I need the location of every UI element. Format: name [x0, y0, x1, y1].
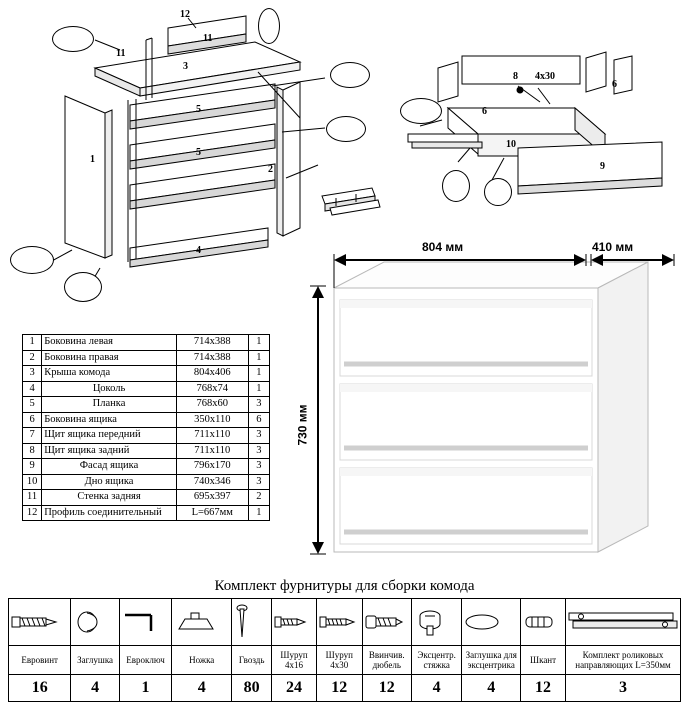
part-quantity: 1 [248, 335, 269, 351]
table-row [23, 397, 270, 413]
part-number: 11 [23, 490, 42, 506]
part-label-12: 12 [180, 9, 190, 20]
part-dimension: 768х60 [176, 397, 248, 413]
callout-circle-foot-bottom [64, 272, 102, 302]
hardware-table [8, 598, 681, 702]
part-dimension: 711х110 [176, 428, 248, 444]
hardware-cell-screw-4x16 [272, 599, 317, 646]
part-name: Щит ящика передний [42, 428, 177, 444]
table-row [23, 490, 270, 506]
part-label-5-top: 5 [196, 104, 201, 115]
dimension-height: 730 мм [295, 404, 310, 446]
hardware-kit-title: Комплект фурнитуры для сборки комода [214, 578, 475, 594]
part-name: Дно ящика [42, 474, 177, 490]
cam-lock-icon [413, 607, 461, 637]
hardware-count: 3 [566, 675, 681, 702]
part-number: 9 [23, 459, 42, 475]
part-quantity: 3 [248, 428, 269, 444]
hardware-name: Комплект роликовых направляющих L=350мм [566, 646, 681, 675]
table-row [23, 428, 270, 444]
part-quantity: 3 [248, 397, 269, 413]
chest-of-drawers-drawing [300, 240, 689, 570]
part-label-11-right: 11 [203, 33, 213, 44]
dimension-width: 804 мм [422, 240, 464, 254]
part-label-1: 1 [90, 154, 95, 165]
part-name: Фасад ящика [42, 459, 177, 475]
screw-in-dowel-icon [364, 611, 410, 633]
hardware-cell-nail [232, 599, 272, 646]
hardware-count: 4 [411, 675, 462, 702]
part-number: 10 [23, 474, 42, 490]
hardware-cell-screw-4x30 [316, 599, 362, 646]
hardware-count: 1 [119, 675, 171, 702]
part-label-4: 4 [196, 245, 201, 256]
screw-4x30-icon [318, 611, 361, 633]
part-dimension: 695х397 [176, 490, 248, 506]
table-row [23, 474, 270, 490]
part-quantity: 3 [248, 459, 269, 475]
dowel-icon [522, 612, 564, 632]
drawer-label-6-right: 6 [612, 79, 617, 90]
hardware-cell-cap [71, 599, 119, 646]
part-dimension: 714х388 [176, 335, 248, 351]
part-dimension: L=667мм [176, 505, 248, 521]
part-name: Боковина ящика [42, 412, 177, 428]
part-label-5-mid: 5 [196, 147, 201, 158]
part-quantity: 1 [248, 505, 269, 521]
hardware-count: 12 [316, 675, 362, 702]
hardware-name: Ножка [172, 646, 232, 675]
table-row [23, 459, 270, 475]
hardware-name: Ввинчив. дюбель [362, 646, 411, 675]
part-name: Цоколь [42, 381, 177, 397]
part-dimension: 711х110 [176, 443, 248, 459]
part-number: 4 [23, 381, 42, 397]
hardware-icons-row [9, 599, 681, 646]
part-quantity: 1 [248, 350, 269, 366]
part-label-3: 3 [183, 61, 188, 72]
part-name: Боковина левая [42, 335, 177, 351]
hardware-name: Евроключ [119, 646, 171, 675]
parts-table-body [23, 335, 270, 521]
part-dimension: 804х406 [176, 366, 248, 382]
part-number: 2 [23, 350, 42, 366]
hardware-names-row [9, 646, 681, 675]
cap-icon [72, 610, 117, 634]
table-row [23, 505, 270, 521]
part-number: 8 [23, 443, 42, 459]
slide-rail-icon [567, 609, 679, 635]
hardware-name: Заглушка [71, 646, 119, 675]
hardware-counts-row [9, 675, 681, 702]
part-number: 3 [23, 366, 42, 382]
hardware-cell-euro-key [119, 599, 171, 646]
drawer-label-4x30: 4x30 [535, 71, 555, 82]
hardware-cell-cam-lock [411, 599, 462, 646]
hardware-count: 4 [172, 675, 232, 702]
hardware-cell-dowel [521, 599, 566, 646]
drawer-label-8: 8 [513, 71, 518, 82]
exploded-drawer-diagram [400, 30, 689, 220]
part-name: Профиль соединительный [42, 505, 177, 521]
table-row [23, 443, 270, 459]
part-quantity: 6 [248, 412, 269, 428]
part-label-2: 2 [268, 164, 273, 175]
product-dimension-view [295, 240, 689, 570]
part-name: Стенка задняя [42, 490, 177, 506]
cam-cover-icon [463, 612, 519, 632]
part-dimension: 350х110 [176, 412, 248, 428]
dimension-depth: 410 мм [592, 240, 634, 254]
drawer-label-6-left: 6 [482, 106, 487, 117]
hardware-count: 24 [272, 675, 317, 702]
part-quantity: 1 [248, 381, 269, 397]
nail-icon [233, 603, 270, 641]
table-row [23, 335, 270, 351]
part-name: Крыша комода [42, 366, 177, 382]
callout-circle-cam-drawer [484, 178, 512, 206]
part-number: 7 [23, 428, 42, 444]
part-number: 1 [23, 335, 42, 351]
part-number: 6 [23, 412, 42, 428]
hardware-name: Эксцентр. стяжка [411, 646, 462, 675]
hardware-count: 4 [462, 675, 521, 702]
hardware-count: 12 [521, 675, 566, 702]
part-number: 5 [23, 397, 42, 413]
callout-circle-pin-top [258, 8, 280, 44]
table-row [23, 366, 270, 382]
hardware-name: Шкант [521, 646, 566, 675]
table-row [23, 412, 270, 428]
part-name: Щит ящика задний [42, 443, 177, 459]
foot-icon [173, 609, 230, 635]
hardware-count: 16 [9, 675, 71, 702]
hardware-count: 12 [362, 675, 411, 702]
euro-screw-icon [10, 611, 69, 633]
part-quantity: 3 [248, 474, 269, 490]
hardware-name: Шуруп 4х16 [272, 646, 317, 675]
hardware-count: 80 [232, 675, 272, 702]
part-dimension: 714х388 [176, 350, 248, 366]
hardware-cell-slide-rail [566, 599, 681, 646]
hardware-name: Евровинт [9, 646, 71, 675]
hardware-cell-cam-cover [462, 599, 521, 646]
euro-key-icon [121, 609, 170, 635]
hardware-cell-foot [172, 599, 232, 646]
part-name: Планка [42, 397, 177, 413]
table-row [23, 350, 270, 366]
hardware-name: Шуруп 4х30 [316, 646, 362, 675]
callout-circle-screw-right [326, 116, 366, 142]
hardware-cell-screw-in-dowel [362, 599, 411, 646]
callout-circle-dowel-drawer [442, 170, 470, 202]
part-quantity: 2 [248, 490, 269, 506]
part-dimension: 740х346 [176, 474, 248, 490]
drawer-label-10: 10 [506, 139, 516, 150]
hardware-name: Заглушка для эксцентрика [462, 646, 521, 675]
hardware-cell-euro-screw [9, 599, 71, 646]
callout-circle-screw-drawer-left [400, 98, 442, 124]
table-row [23, 381, 270, 397]
callout-circle-screw-top-left [52, 26, 94, 52]
parts-table [22, 334, 270, 521]
part-quantity: 1 [248, 366, 269, 382]
part-label-11-left: 11 [116, 48, 126, 59]
part-name: Боковина правая [42, 350, 177, 366]
drawer-label-9: 9 [600, 161, 605, 172]
part-dimension: 796х170 [176, 459, 248, 475]
hardware-name: Гвоздь [232, 646, 272, 675]
part-dimension: 768х74 [176, 381, 248, 397]
callout-circle-cam-right [330, 62, 370, 88]
part-quantity: 3 [248, 443, 269, 459]
hardware-count: 4 [71, 675, 119, 702]
callout-circle-screw-bottom-left [10, 246, 54, 274]
screw-4x16-icon [273, 611, 315, 633]
part-number: 12 [23, 505, 42, 521]
